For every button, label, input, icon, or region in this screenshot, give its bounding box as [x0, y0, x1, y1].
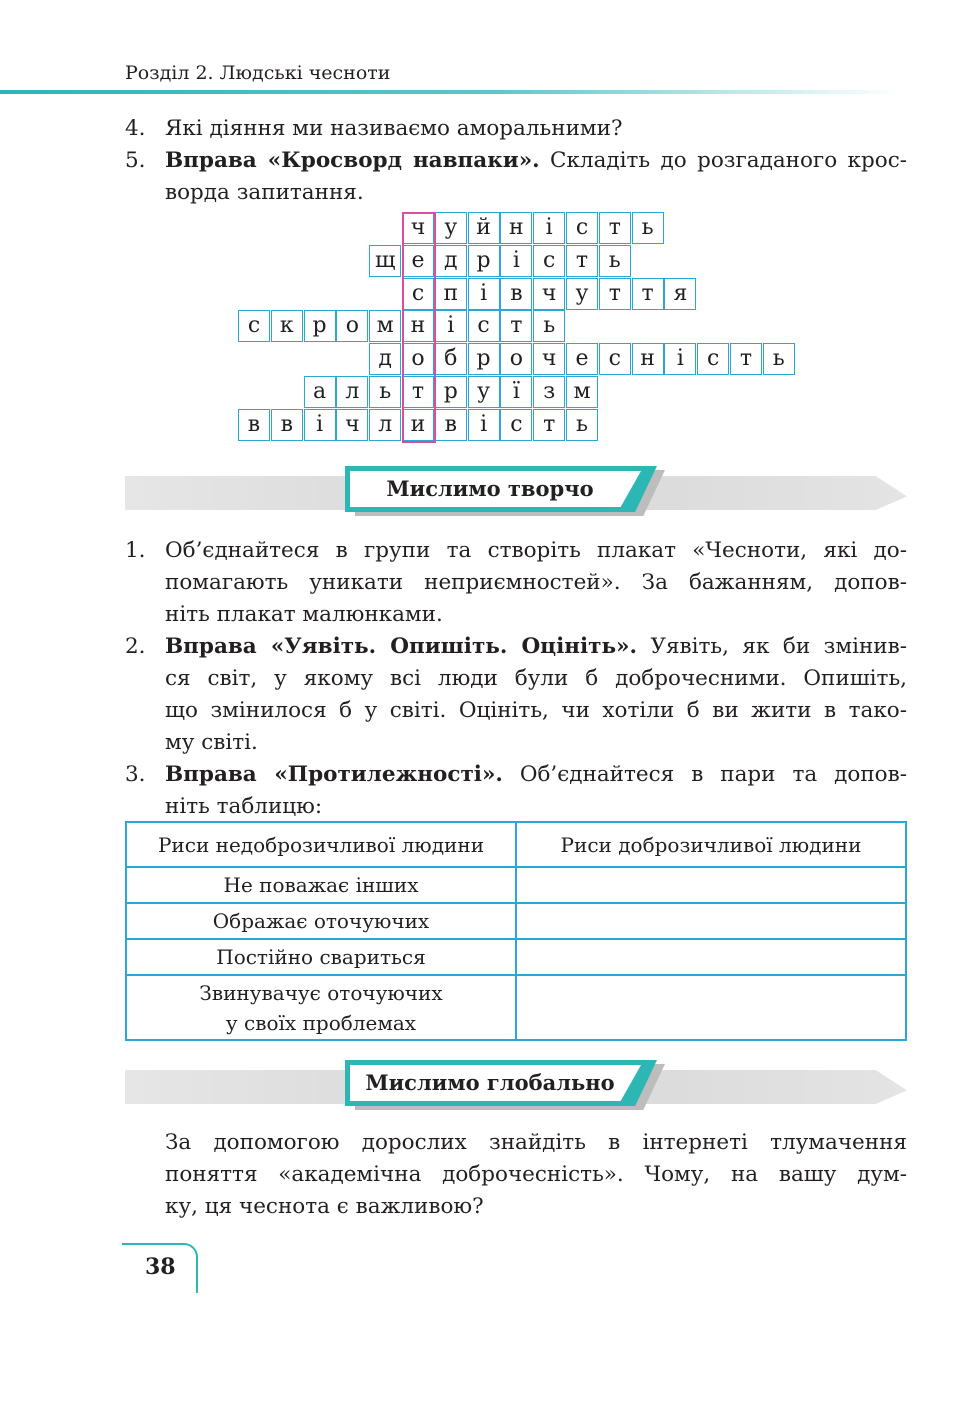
crossword-cell: б — [435, 343, 467, 375]
item-number: 3. — [125, 762, 146, 787]
crossword-cell: н — [500, 212, 532, 244]
crossword-cell: с — [566, 212, 598, 244]
table-cell-empty[interactable] — [516, 939, 906, 975]
crossword-cell: ч — [533, 278, 565, 310]
item-text: ворда запитання. — [165, 180, 364, 205]
page-number: 38 — [145, 1254, 176, 1280]
cell-line: у своїх проблемах — [225, 1010, 417, 1035]
crossword-cell: у — [435, 212, 467, 244]
traits-table — [125, 821, 907, 1041]
crossword-cell: т — [533, 409, 565, 441]
crossword-cell: с — [533, 245, 565, 277]
item-text: му світі. — [165, 730, 258, 755]
item-text: Уявіть, як би змінив- — [636, 634, 908, 659]
crossword-cell: т — [500, 310, 532, 342]
item-text: Які діяння ми називаємо аморальними? — [165, 116, 623, 141]
crossword-cell: я — [664, 278, 696, 310]
task-2 — [125, 631, 907, 759]
crossword-cell: д — [435, 245, 467, 277]
item-text: помагають уникати неприємностей». За бажанням, допов- — [165, 570, 907, 595]
crossword-cell: т — [730, 343, 762, 375]
crossword-cell: р — [435, 376, 467, 408]
crossword-cell: т — [632, 278, 664, 310]
crossword-cell: щ — [369, 245, 401, 277]
task-1 — [125, 535, 907, 631]
crossword-cell: і — [304, 409, 336, 441]
column-header: Риси доброзичливої людини — [516, 822, 906, 867]
table-row — [126, 975, 906, 1040]
crossword-cell: с — [238, 310, 270, 342]
table-cell-empty[interactable] — [516, 903, 906, 939]
item-text: що змінилося б у світі. Оцініть, чи хотіли б ви жити в тако- — [165, 698, 907, 723]
item-number: 5. — [125, 148, 146, 173]
exercise-title: Вправа «Протилежності». — [165, 762, 503, 787]
column-header: Риси недоброзичливої людини — [126, 822, 516, 867]
item-text: поняття «академічна доброчесність». Чому, на вашу дум- — [165, 1162, 907, 1187]
table-cell: Постійно свариться — [126, 939, 516, 975]
crossword-cell: в — [238, 409, 270, 441]
crossword-cell: е — [402, 245, 434, 277]
crossword-cell: в — [500, 278, 532, 310]
crossword-cell: ь — [533, 310, 565, 342]
crossword-cell: ь — [632, 212, 664, 244]
item-text: ку, ця чеснота є важливою? — [165, 1194, 484, 1219]
crossword-cell: ч — [336, 409, 368, 441]
crossword-cell: л — [336, 376, 368, 408]
running-head: Розділ 2. Людські чесноти — [125, 62, 391, 84]
crossword-cell: к — [271, 310, 303, 342]
crossword-cell: й — [468, 212, 500, 244]
crossword-cell: і — [435, 310, 467, 342]
crossword-cell: у — [566, 278, 598, 310]
crossword-cell: ї — [500, 376, 532, 408]
crossword-cell: з — [533, 376, 565, 408]
crossword-cell: р — [468, 245, 500, 277]
crossword-cell: п — [435, 278, 467, 310]
crossword-cell: ь — [369, 376, 401, 408]
item-text: Складіть до розгаданого крос- — [539, 148, 907, 173]
crossword-cell: ч — [533, 343, 565, 375]
crossword-cell: в — [271, 409, 303, 441]
crossword-cell: р — [304, 310, 336, 342]
crossword-cell: м — [566, 376, 598, 408]
table-cell-empty[interactable] — [516, 867, 906, 903]
table-row — [126, 939, 906, 975]
table-cell-empty[interactable] — [516, 975, 906, 1040]
crossword-cell: н — [632, 343, 664, 375]
item-text: За допомогою дорослих знайдіть в інтернеті тлумачення — [165, 1130, 907, 1155]
crossword-cell: в — [435, 409, 467, 441]
crossword-cell: о — [402, 343, 434, 375]
crossword-cell: с — [599, 343, 631, 375]
crossword-cell: с — [402, 278, 434, 310]
section-title: Мислимо глобально — [365, 1070, 615, 1095]
crossword-cell: с — [500, 409, 532, 441]
crossword-cell: і — [468, 409, 500, 441]
table-header-row — [126, 822, 906, 867]
section-banner-creative — [125, 466, 907, 516]
header-rule — [0, 90, 900, 94]
crossword-cell: т — [599, 278, 631, 310]
exercise-5 — [125, 145, 907, 209]
crossword-cell: ь — [599, 245, 631, 277]
crossword-cell: и — [402, 409, 434, 441]
item-text: Об’єднайтеся в групи та створіть плакат «Чесноти, які до- — [165, 538, 907, 563]
item-text: ніть таблицю: — [165, 794, 323, 819]
crossword-cell: а — [304, 376, 336, 408]
cell-line: Звинувачує оточуючих — [199, 980, 443, 1005]
crossword-cell: л — [369, 409, 401, 441]
crossword-cell: н — [402, 310, 434, 342]
item-text: ся світ, у якому всі люди були б доброчесними. Опишіть, — [165, 666, 907, 691]
section-title: Мислимо творчо — [386, 476, 594, 501]
crossword-cell: р — [468, 343, 500, 375]
exercise-title: Вправа «Уявіть. Опишіть. Оцініть». — [165, 634, 637, 659]
item-text: ніть плакат малюнками. — [165, 602, 443, 627]
crossword-cell: і — [533, 212, 565, 244]
item-number: 1. — [125, 538, 146, 563]
crossword-cell: д — [369, 343, 401, 375]
crossword-cell: с — [697, 343, 729, 375]
crossword-cell: т — [402, 376, 434, 408]
item-number: 4. — [125, 116, 146, 141]
crossword-cell: у — [468, 376, 500, 408]
crossword-cell: ч — [402, 212, 434, 244]
crossword-cell: і — [500, 245, 532, 277]
global-task — [165, 1127, 907, 1223]
task-3 — [125, 759, 907, 823]
crossword-cell: е — [566, 343, 598, 375]
crossword-cell: і — [664, 343, 696, 375]
table-cell — [126, 975, 516, 1040]
section-banner-global — [125, 1060, 907, 1110]
crossword-cell: м — [369, 310, 401, 342]
item-text: Об’єднайтеся в пари та допов- — [502, 762, 907, 787]
crossword-cell: ь — [763, 343, 795, 375]
item-number: 2. — [125, 634, 146, 659]
crossword-cell: о — [500, 343, 532, 375]
question-4 — [125, 113, 907, 145]
exercise-title: Вправа «Кросворд навпаки». — [165, 148, 540, 173]
crossword-cell: с — [468, 310, 500, 342]
crossword-cell: і — [468, 278, 500, 310]
crossword-cell: т — [599, 212, 631, 244]
table-row — [126, 903, 906, 939]
crossword-cell: о — [336, 310, 368, 342]
crossword-cell: ь — [566, 409, 598, 441]
crossword-cell: т — [566, 245, 598, 277]
table-row — [126, 867, 906, 903]
table-cell: Не поважає інших — [126, 867, 516, 903]
table-cell: Ображає оточуючих — [126, 903, 516, 939]
